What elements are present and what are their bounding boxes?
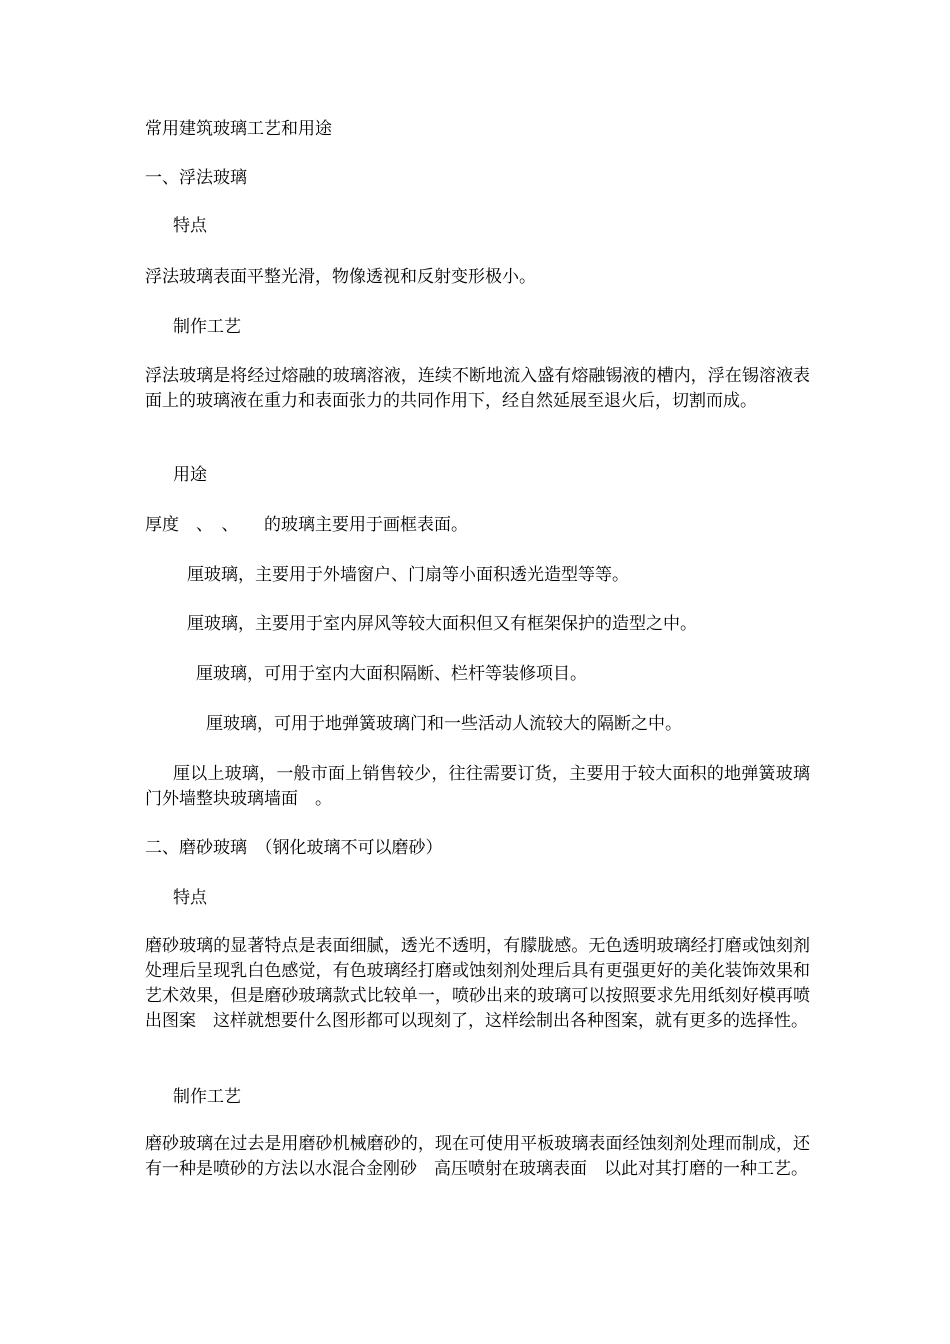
section1-use-item: 厘玻璃，主要用于外墙窗户、门扇等小面积透光造型等等。 [187, 565, 629, 585]
section2-process-text: 磨砂玻璃在过去是用磨砂机械磨砂的，现在可使用平板玻璃表面经蚀刻剂处理而制成，还有一种是喷砂的方法以水混合金刚砂 高压喷射在玻璃表面 以此对其打磨的一种工艺。 [145, 1134, 810, 1179]
section2-features-label: 特点 [173, 888, 207, 908]
section1-use-item: 厚度 、 、 的玻璃主要用于画框表面。 [145, 515, 468, 535]
section2-heading: 二、磨砂玻璃 （钢化玻璃不可以磨砂） [145, 838, 443, 858]
section2-features-text: 磨砂玻璃的显著特点是表面细腻，透光不透明，有朦胧感。无色透明玻璃经打磨或蚀刻剂处理后呈现乳白色感觉，有色玻璃经打磨或蚀刻剂处理后具有更强更好的美化装饰效果和艺术效果，但是磨砂玻璃款式比较单一，喷砂出来的玻璃可以按照要求先用纸刻好模再喷出图案 这样就想要什么图形都可以现刻了，这样绘制出各种图案，就有更多的选择性。 [145, 936, 810, 1031]
section1-features-text: 浮法玻璃表面平整光滑，物像透视和反射变形极小。 [145, 267, 536, 287]
section1-use-item: 厘玻璃，可用于室内大面积隔断、栏杆等装修项目。 [196, 664, 587, 684]
section2-process-label: 制作工艺 [173, 1087, 241, 1107]
section1-heading: 一、浮法玻璃 [145, 168, 247, 188]
section1-process-text: 浮法玻璃是将经过熔融的玻璃溶液，连续不断地流入盛有熔融锡液的槽内，浮在锡溶液表面上的玻璃液在重力和表面张力的共同作用下，经自然延展至退火后，切割而成。 [145, 366, 810, 411]
section1-use-item: 厘玻璃，主要用于室内屏风等较大面积但又有框架保护的造型之中。 [187, 614, 697, 634]
section1-use-item: 厘玻璃，可用于地弹簧玻璃门和一些活动人流较大的隔断之中。 [206, 714, 682, 734]
section1-process-label: 制作工艺 [173, 317, 241, 337]
section1-uses-label: 用途 [173, 465, 207, 485]
section1-use-item: 厘以上玻璃，一般市面上销售较少，往往需要订货，主要用于较大面积的地弹簧玻璃门外墙整块玻璃墙面 。 [145, 764, 810, 809]
section1-features-label: 特点 [173, 216, 207, 236]
document-title: 常用建筑玻璃工艺和用途 [145, 119, 332, 139]
